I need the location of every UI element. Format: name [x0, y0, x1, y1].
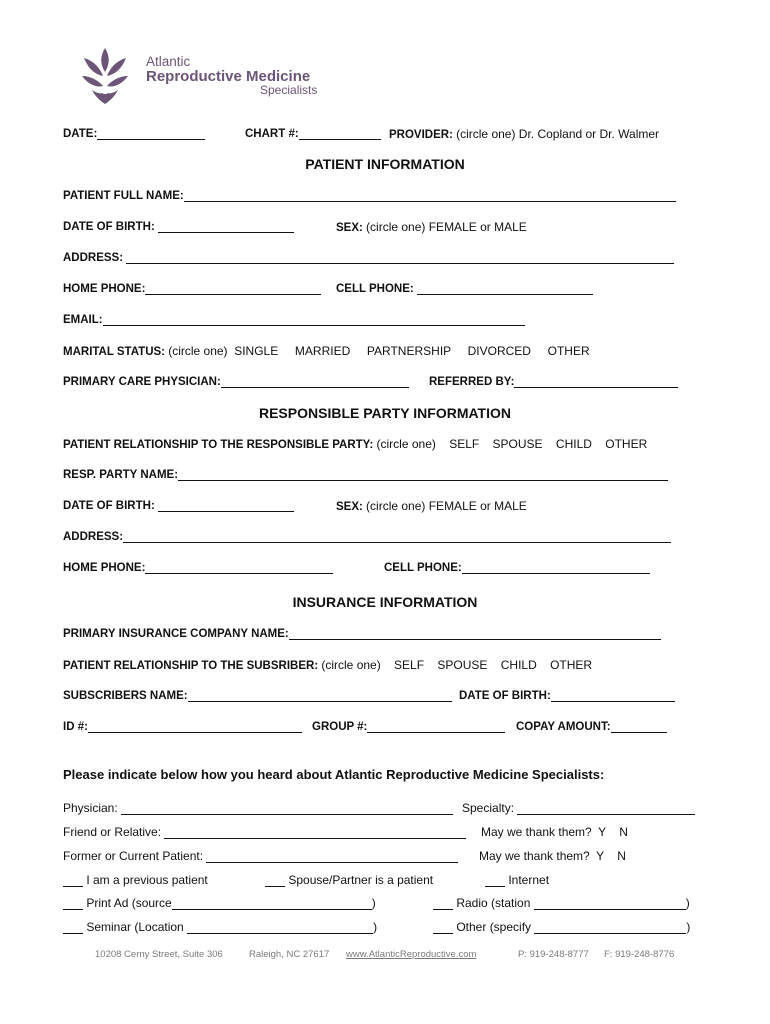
insurance-id-line[interactable]: [88, 720, 302, 733]
former-label: Former or Current Patient:: [63, 849, 204, 863]
radio-line[interactable]: [534, 897, 686, 910]
marital-status-field: [63, 344, 590, 358]
resp-sex-options[interactable]: (circle one) FEMALE or MALE: [366, 499, 527, 513]
marital-status-label: MARITAL STATUS:: [63, 346, 165, 358]
patient-sex-field: [336, 220, 527, 234]
prev-patient-label: I am a previous patient: [86, 873, 208, 887]
other-line[interactable]: [534, 921, 686, 934]
resp-sex-label: SEX:: [336, 501, 363, 513]
resp-cell-phone-line[interactable]: [462, 561, 650, 574]
subscriber-name-line[interactable]: [188, 689, 452, 702]
subscriber-relationship-options[interactable]: (circle one) SELF SPOUSE CHILD OTHER: [321, 658, 593, 672]
patient-home-phone-field[interactable]: [63, 282, 321, 295]
referred-by-line[interactable]: [514, 375, 678, 388]
provider-field: [389, 127, 659, 141]
specialty-field[interactable]: [462, 801, 695, 815]
resp-name-line[interactable]: [178, 468, 668, 481]
responsible-section-title: RESPONSIBLE PARTY INFORMATION: [258, 405, 511, 421]
former-field[interactable]: [63, 849, 458, 863]
resp-home-phone-field[interactable]: [63, 561, 333, 574]
physician-field[interactable]: [63, 801, 453, 815]
radio-checkline[interactable]: [433, 897, 453, 910]
subscriber-dob-label: DATE OF BIRTH:: [459, 690, 551, 702]
patient-home-phone-line[interactable]: [145, 282, 321, 295]
subscriber-relationship-label: PATIENT RELATIONSHIP TO THE SUBSRIBER:: [63, 660, 319, 672]
copay-field[interactable]: [516, 720, 667, 733]
seminar-label: Seminar (Location: [86, 920, 184, 934]
physician-label: Physician:: [63, 801, 118, 815]
subscriber-relationship-field: [63, 658, 592, 672]
friend-thank-options[interactable]: May we thank them? Y N: [481, 825, 628, 839]
radio-label: Radio (station: [456, 896, 531, 910]
patient-section-title: PATIENT INFORMATION: [305, 156, 465, 172]
specialty-label: Specialty:: [462, 801, 515, 815]
patient-cell-phone-line[interactable]: [417, 282, 593, 295]
resp-relationship-label: PATIENT RELATIONSHIP TO THE RESPONSIBLE PARTY:: [63, 439, 374, 451]
provider-label: PROVIDER:: [389, 129, 453, 141]
footer-website[interactable]: [346, 949, 476, 960]
group-label: GROUP #:: [312, 721, 368, 733]
group-line[interactable]: [367, 720, 505, 733]
print-ad-close: ): [371, 896, 376, 910]
former-line[interactable]: [206, 850, 458, 863]
pcp-label: PRIMARY CARE PHYSICIAN:: [63, 376, 221, 388]
logo: [78, 46, 328, 108]
patient-full-name-label: PATIENT FULL NAME:: [63, 190, 184, 202]
patient-dob-label: DATE OF BIRTH:: [63, 221, 155, 233]
resp-address-field[interactable]: [63, 530, 671, 543]
resp-sex-field: [336, 499, 527, 513]
resp-dob-field[interactable]: [63, 499, 294, 512]
subscriber-name-field[interactable]: [63, 689, 452, 702]
patient-email-label: EMAIL:: [63, 314, 103, 326]
logo-lotus-icon: [78, 46, 132, 106]
patient-address-field[interactable]: [63, 251, 674, 264]
resp-cell-phone-label: CELL PHONE:: [384, 562, 462, 574]
insurance-section-title: INSURANCE INFORMATION: [292, 594, 478, 610]
other-option[interactable]: [433, 920, 690, 934]
resp-name-label: RESP. PARTY NAME:: [63, 469, 179, 481]
insurance-company-label: PRIMARY INSURANCE COMPANY NAME:: [63, 628, 289, 640]
internet-option[interactable]: [485, 873, 549, 887]
internet-label: Internet: [508, 873, 550, 887]
seminar-close: ): [373, 920, 378, 934]
resp-address-line[interactable]: [123, 530, 671, 543]
insurance-id-label: ID #:: [63, 721, 88, 733]
patient-address-label: ADDRESS:: [63, 252, 124, 264]
patient-dob-field[interactable]: [63, 220, 294, 233]
resp-dob-label: DATE OF BIRTH:: [63, 500, 155, 512]
footer-phone: P: 919-248-8777: [518, 949, 589, 960]
spouse-patient-option[interactable]: [265, 873, 433, 887]
marital-status-options[interactable]: (circle one) SINGLE MARRIED PARTNERSHIP DIVORCED OTHER: [168, 344, 590, 358]
print-ad-line[interactable]: [172, 897, 372, 910]
friend-field[interactable]: [63, 825, 466, 839]
resp-address-label: ADDRESS:: [63, 531, 124, 543]
radio-option[interactable]: [433, 896, 690, 910]
print-ad-label: Print Ad (source: [86, 896, 172, 910]
date-field[interactable]: [63, 127, 205, 140]
copay-label: COPAY AMOUNT:: [516, 721, 611, 733]
footer-fax: F: 919-248-8776: [604, 949, 675, 960]
patient-address-line[interactable]: [126, 251, 674, 264]
seminar-checkline[interactable]: [63, 921, 83, 934]
resp-relationship-field: [63, 437, 647, 451]
spouse-patient-checkline[interactable]: [265, 874, 285, 887]
seminar-option[interactable]: [63, 920, 377, 934]
referred-by-field[interactable]: [429, 375, 678, 388]
print-ad-checkline[interactable]: [63, 897, 83, 910]
prev-patient-checkline[interactable]: [63, 874, 83, 887]
copay-line[interactable]: [611, 720, 667, 733]
footer-city: Raleigh, NC 27617: [249, 949, 330, 960]
other-label: Other (specify: [456, 920, 532, 934]
specialty-line[interactable]: [517, 802, 695, 815]
chart-field[interactable]: [245, 127, 381, 140]
patient-email-line[interactable]: [103, 313, 525, 326]
patient-sex-options[interactable]: (circle one) FEMALE or MALE: [366, 220, 527, 234]
prev-patient-option[interactable]: [63, 873, 208, 887]
subscriber-name-label: SUBSCRIBERS NAME:: [63, 690, 188, 702]
insurance-id-field[interactable]: [63, 720, 302, 733]
insurance-company-field[interactable]: [63, 627, 661, 640]
referred-by-label: REFERRED BY:: [429, 376, 515, 388]
internet-checkline[interactable]: [485, 874, 505, 887]
friend-label: Friend or Relative:: [63, 825, 162, 839]
logo-line1: Atlantic: [146, 54, 191, 69]
seminar-line[interactable]: [187, 921, 373, 934]
logo-line3: Specialists: [260, 83, 318, 97]
subscriber-dob-line[interactable]: [551, 689, 675, 702]
logo-line2: Reproductive Medicine: [146, 68, 311, 85]
chart-line[interactable]: [299, 127, 381, 140]
patient-cell-phone-field[interactable]: [336, 282, 593, 295]
subscriber-dob-field[interactable]: [459, 689, 675, 702]
print-ad-option[interactable]: [63, 896, 376, 910]
provider-options[interactable]: (circle one) Dr. Copland or Dr. Walmer: [456, 127, 660, 141]
chart-label: CHART #:: [245, 128, 299, 140]
date-label: DATE:: [63, 128, 98, 140]
spouse-patient-label: Spouse/Partner is a patient: [288, 873, 434, 887]
physician-line[interactable]: [121, 802, 453, 815]
pcp-line[interactable]: [221, 375, 409, 388]
pcp-field[interactable]: [63, 375, 409, 388]
patient-email-field[interactable]: [63, 313, 525, 326]
website-link[interactable]: www.AtlanticReproductive.com: [346, 949, 477, 960]
resp-dob-line[interactable]: [158, 499, 294, 512]
insurance-company-line[interactable]: [289, 627, 661, 640]
patient-cell-phone-label: CELL PHONE:: [336, 283, 414, 295]
resp-relationship-options[interactable]: (circle one) SELF SPOUSE CHILD OTHER: [376, 437, 648, 451]
resp-home-phone-label: HOME PHONE:: [63, 562, 146, 574]
former-thank-options[interactable]: May we thank them? Y N: [479, 849, 626, 863]
patient-dob-line[interactable]: [158, 220, 294, 233]
resp-cell-phone-field[interactable]: [384, 561, 650, 574]
radio-close: ): [685, 896, 690, 910]
footer-address: 10208 Cerny Street, Suite 306: [95, 949, 223, 960]
patient-full-name-line[interactable]: [184, 189, 676, 202]
friend-line[interactable]: [164, 826, 466, 839]
date-line[interactable]: [97, 127, 205, 140]
resp-name-field[interactable]: [63, 468, 668, 481]
other-close: ): [686, 920, 691, 934]
patient-full-name-field[interactable]: [63, 189, 676, 202]
group-field[interactable]: [312, 720, 505, 733]
other-checkline[interactable]: [433, 921, 453, 934]
referral-prompt: Please indicate below how you heard about Atlantic Reproductive Medicine Specialists:: [63, 767, 605, 782]
resp-home-phone-line[interactable]: [145, 561, 333, 574]
patient-sex-label: SEX:: [336, 222, 363, 234]
patient-home-phone-label: HOME PHONE:: [63, 283, 146, 295]
